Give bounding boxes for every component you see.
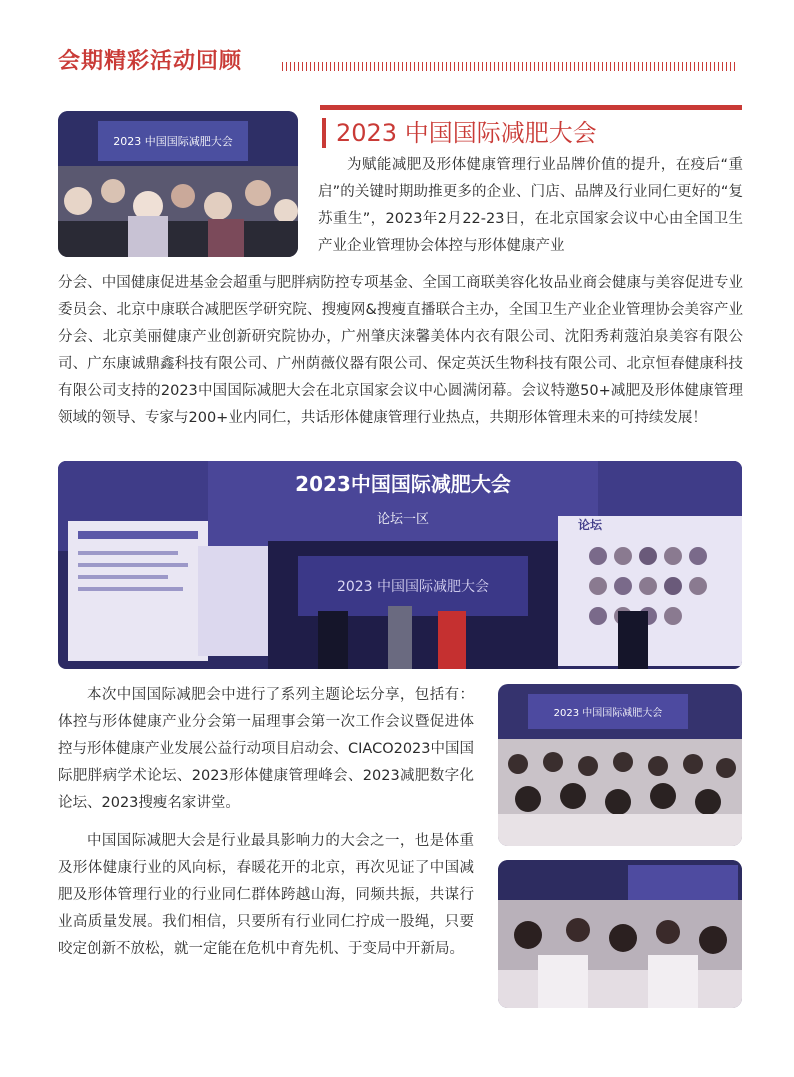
photo-audience-1 xyxy=(498,684,742,846)
photo-audience-2 xyxy=(498,860,742,1008)
svg-text:2023 中国国际减肥大会: 2023 中国国际减肥大会 xyxy=(336,579,490,595)
article-intro-top xyxy=(318,152,743,260)
title-rule xyxy=(320,105,742,110)
banner-zone: 论坛一区 xyxy=(376,512,430,527)
svg-text:2023 中国国际减肥大会: 2023 中国国际减肥大会 xyxy=(553,708,663,719)
article-title: 2023 中国国际减肥大会 xyxy=(322,118,597,148)
para3-text: 中国国际减肥大会是行业最具影响力的大会之一，也是体重及形体健康行业的风向标，春暖花开的北京，再次见证了中国减肥及形体管理行业的行业同仁群体跨越山海，同频共振，共谋行业高质量发展。我们相信，只要所有行业同仁拧成一股绳，只要咬定创新不放松，就一定能在危机中育先机、于变局中开新局。 xyxy=(58,833,474,957)
page-header-title: 会期精彩活动回顾 xyxy=(58,49,243,74)
banner-event-name: 2023中国国际减肥大会 xyxy=(295,472,511,496)
intro-top-text: 为赋能减肥及形体健康管理行业品牌价值的提升，在疫后“重启”的关键时期助推更多的企业、门店、品牌及行业同仁更好的“复苏重生”，2023年2月22-23日，在北京国家会议中心由全国卫生产业企业管理协会体控与形体健康产业 xyxy=(318,157,743,254)
article-intro-rest xyxy=(58,270,743,432)
article-paragraph-conclusion xyxy=(58,828,474,963)
photo-sign-text: 2023 中国国际减肥大会 xyxy=(113,135,233,148)
header-decoration xyxy=(282,62,738,71)
para2-text: 本次中国国际减肥会中进行了系列主题论坛分享，包括有：体控与形体健康产业分会第一届理事会第一次工作会议暨促进体控与形体健康产业发展公益行动项目启动会、CIACO2023中国国际肥胖病学术论坛、2023形体健康管理峰会、2023减肥数字化论坛、2023搜瘦名家讲堂。 xyxy=(58,687,475,811)
intro-rest-text: 分会、中国健康促进基金会超重与肥胖病防控专项基金、全国工商联美容化妆品业商会健康与美容促进专业委员会、北京中康联合减肥医学研究院、搜瘦网&搜瘦直播联合主办，全国卫生产业企业管理协会美容产业分会、北京美丽健康产业创新研究院协办，广州肇庆涞馨美体内衣有限公司、沈阳秀莉蔻泊泉美容有限公司、广东康诚鼎鑫科技有限公司、广州荫薇仪器有限公司、保定英沃生物科技有限公司、北京恒春健康科技有限公司支持的2023中国国际减肥大会在北京国家会议中心圆满闭幕。会议特邀50+减肥及形体健康管理领域的领导、专家与200+业内同仁，共话形体健康管理行业热点，共期形体管理未来的可持续发展！ xyxy=(58,275,743,426)
photo-crowd-top xyxy=(58,111,298,257)
article-paragraph-forums xyxy=(58,682,474,817)
banner-forum-label: 论坛 xyxy=(578,518,603,532)
photo-forum-banner xyxy=(58,461,742,669)
